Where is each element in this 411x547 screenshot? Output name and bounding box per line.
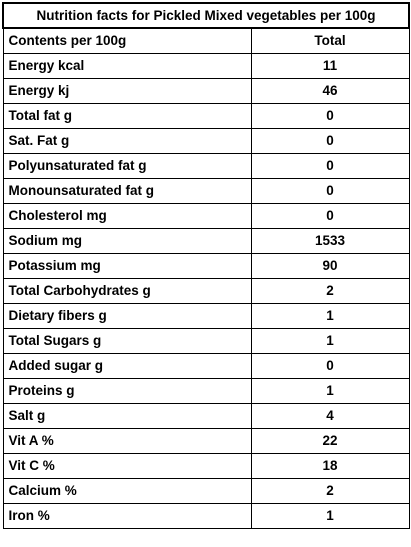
table-row [3,353,409,378]
nutrient-label: Energy kcal [3,53,251,78]
nutrient-label: Polyunsaturated fat g [3,153,251,178]
table-row [3,128,409,153]
table-row [3,78,409,103]
nutrient-label: Iron % [3,503,251,528]
nutrient-label: Cholesterol mg [3,203,251,228]
nutrient-value: 0 [251,178,409,203]
nutrient-label: Vit C % [3,453,251,478]
nutrient-value: 18 [251,453,409,478]
nutrient-label: Monounsaturated fat g [3,178,251,203]
table-row [3,428,409,453]
nutrient-label: Salt g [3,403,251,428]
nutrient-value: 1 [251,328,409,353]
table-row [3,453,409,478]
nutrient-label: Potassium mg [3,253,251,278]
table-row [3,228,409,253]
nutrient-label: Sat. Fat g [3,128,251,153]
table-row [3,403,409,428]
nutrient-value: 1533 [251,228,409,253]
nutrient-value: 46 [251,78,409,103]
nutrient-value: 0 [251,203,409,228]
table-row [3,53,409,78]
nutrient-label: Total fat g [3,103,251,128]
nutrient-value: 0 [251,353,409,378]
header-label-cell: Contents per 100g [3,28,251,53]
nutrient-value: 0 [251,153,409,178]
nutrient-value: 2 [251,278,409,303]
nutrient-value: 1 [251,303,409,328]
table-row [3,178,409,203]
table-body [3,3,409,528]
nutrition-facts-table [2,2,410,529]
table-row [3,303,409,328]
table-row [3,378,409,403]
nutrient-label: Calcium % [3,478,251,503]
nutrient-value: 1 [251,378,409,403]
header-value-cell: Total [251,28,409,53]
nutrient-value: 0 [251,103,409,128]
nutrient-label: Proteins g [3,378,251,403]
nutrient-value: 90 [251,253,409,278]
nutrient-label: Dietary fibers g [3,303,251,328]
nutrient-value: 1 [251,503,409,528]
nutrient-label: Added sugar g [3,353,251,378]
table-row [3,103,409,128]
table-row [3,203,409,228]
nutrient-value: 11 [251,53,409,78]
table-row [3,278,409,303]
table-row [3,328,409,353]
nutrient-label: Total Sugars g [3,328,251,353]
table-header-row [3,28,409,53]
nutrient-value: 2 [251,478,409,503]
nutrient-value: 4 [251,403,409,428]
nutrient-label: Total Carbohydrates g [3,278,251,303]
table-row [3,503,409,528]
table-title: Nutrition facts for Pickled Mixed vegetables per 100g [3,3,409,28]
nutrient-value: 22 [251,428,409,453]
nutrient-label: Vit A % [3,428,251,453]
nutrient-label: Energy kj [3,78,251,103]
nutrient-label: Sodium mg [3,228,251,253]
table-row [3,478,409,503]
table-title-row [3,3,409,28]
table-row [3,253,409,278]
table-row [3,153,409,178]
nutrient-value: 0 [251,128,409,153]
